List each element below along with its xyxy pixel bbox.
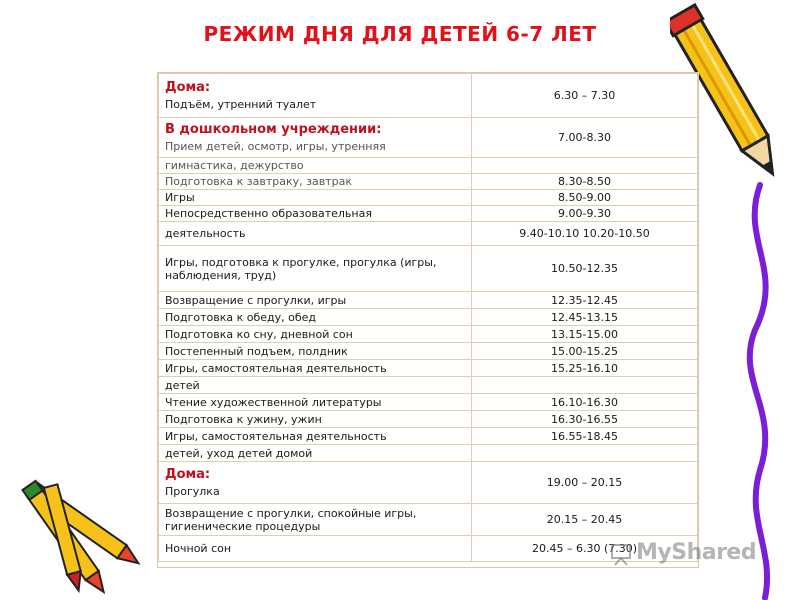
page-title: РЕЖИМ ДНЯ ДЛЯ ДЕТЕЙ 6-7 ЛЕТ [203,22,597,46]
table-row: Подготовка к обеду, обед 12.45-13.15 [159,309,698,326]
table-row [159,118,698,158]
table-row: Постепенный подъем, полдник 15.00-15.25 [159,343,698,360]
table-row: Чтение художественной литературы 16.10-16.30 [159,394,698,411]
table-row: Подготовка ко сну, дневной сон 13.15-15.00 [159,326,698,343]
table-row: Игры, подготовка к прогулке, прогулка (игры, наблюдения, труд) 10.50-12.35 [159,246,698,292]
activity-cell: Дома: Прогулка [159,462,472,504]
activity-cell: В дошкольном учреждении: Прием детей, осмотр, игры, утренняя [159,118,472,158]
section-heading-home-evening: Дома: [165,467,211,482]
table-row: Возвращение с прогулки, спокойные игры, гигиенические процедуры 20.15 – 20.45 [159,504,698,536]
table-row: Непосредственно образовательная 9.00-9.30 [159,206,698,222]
crayons-icon [0,470,160,600]
activity-cell: Дома: Подъём, утренний туалет [159,74,472,118]
time-cell: 6.30 – 7.30 [472,74,698,118]
squiggle-line-icon [730,180,800,600]
presentation-icon [610,543,632,567]
table-row: гимнастика, дежурство [159,158,698,174]
table-row: Подготовка к ужину, ужин 16.30-16.55 [159,411,698,428]
table-row: детей, уход детей домой [159,445,698,462]
table-row: Игры, самостоятельная деятельность 15.25-16.10 [159,360,698,377]
section-heading-preschool: В дошкольном учреждении: [165,122,382,137]
table-row: Дома: Прогулка 19.00 – 20.15 [159,462,698,504]
table-row: Игры 8.50-9.00 [159,190,698,206]
table-row [159,74,698,118]
table-row: Подготовка к завтраку, завтрак 8.30-8.50 [159,174,698,190]
table-row: деятельность 9.40-10.10 10.20-10.50 [159,222,698,246]
schedule-sheet [157,72,699,568]
table-row: Ночной сон 20.45 – 6.30 (7.30) [159,536,698,562]
time-cell: 7.00-8.30 [472,118,698,158]
schedule-table [158,73,698,562]
watermark-text: MyShared [636,540,757,565]
section-heading-home: Дома: [165,80,211,95]
table-row: Игры, самостоятельная деятельность 16.55-18.45 [159,428,698,445]
table-row: детей [159,377,698,394]
table-row: Возвращение с прогулки, игры 12.35-12.45 [159,292,698,309]
